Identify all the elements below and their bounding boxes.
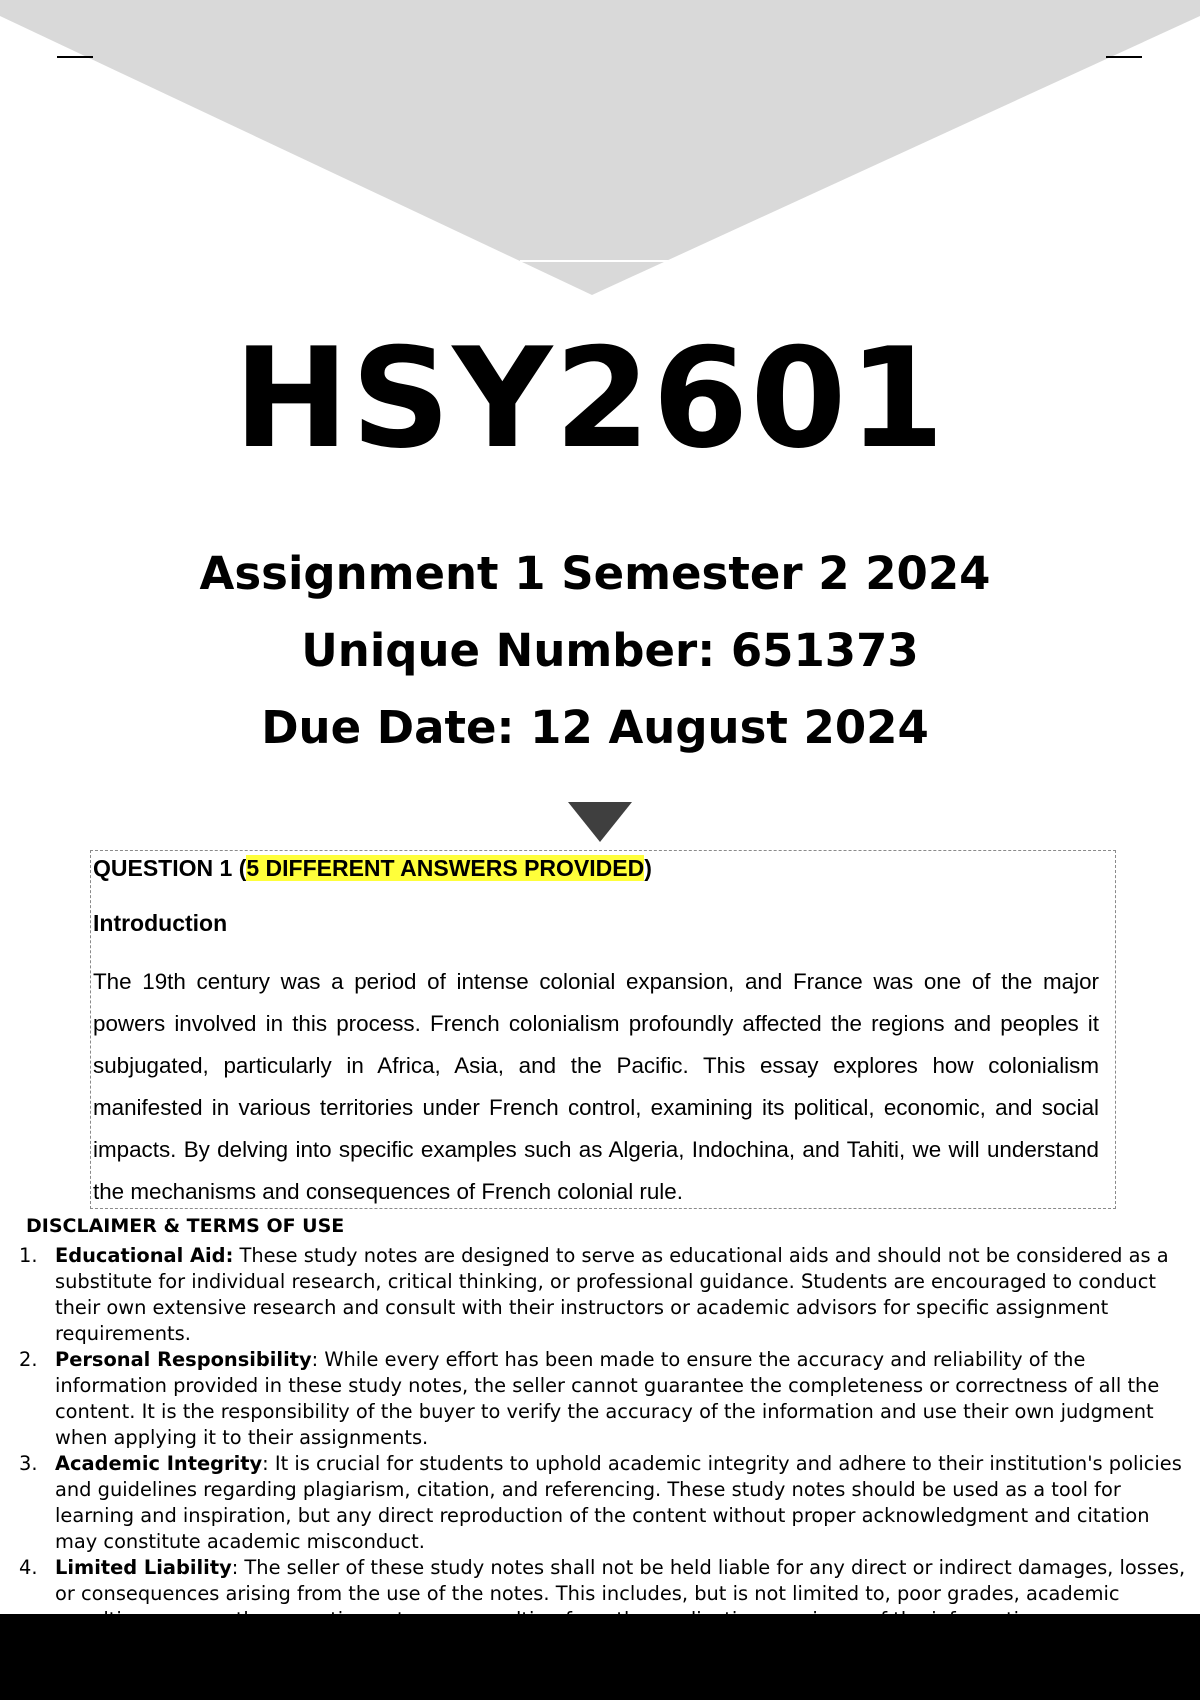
cover-banner — [0, 0, 1200, 300]
question-heading-highlight: 5 DIFFERENT ANSWERS PROVIDED — [246, 855, 645, 881]
terms-list-item — [0, 1243, 1190, 1347]
question-heading-prefix: QUESTION 1 ( — [93, 855, 247, 881]
banner-chevron-shape — [0, 0, 1200, 295]
question-heading-suffix: ) — [644, 855, 652, 881]
bottom-black-bar — [0, 1614, 1200, 1700]
course-code-title: HSY2601 — [233, 318, 947, 479]
terms-item-number: 4. — [19, 1556, 38, 1579]
terms-item-term: Educational Aid: — [55, 1244, 234, 1267]
assignment-label: Assignment 1 Semester 2 2024 — [199, 547, 991, 600]
terms-item-term: Academic Integrity — [55, 1452, 263, 1475]
corner-mark-left — [57, 56, 93, 58]
terms-item-text: These study notes are designed to serve as educational aids and should not be considered as a substitute for individual research, critical thinking, or professional guidance. Students are encouraged to conduct their own extensive research and consult with their instructors or academic advisors for specific assignment requirements. — [55, 1244, 1169, 1345]
terms-item-term: Limited Liability — [55, 1556, 232, 1579]
question-text-box — [90, 850, 1116, 1209]
terms-item-text: : It is crucial for students to uphold academic integrity and adhere to their institution's policies and guidelines regarding plagiarism, citation, and referencing. These study notes should be used as a tool for learning and inspiration, but any direct reproduction of the content without proper acknowledgment and citation may constitute academic misconduct. — [55, 1452, 1182, 1553]
corner-mark-right — [1106, 56, 1142, 58]
terms-item-text: : The seller of these study notes shall not be held liable for any direct or indirect damages, losses, or consequences arising from the use of the notes. This includes, but is not limited to, poor grades, academic — [55, 1556, 1186, 1605]
terms-item-number: 2. — [19, 1348, 38, 1371]
terms-item-text: : While every effort has been made to ensure the accuracy and reliability of the information provided in these study notes, the seller cannot guarantee the completeness or correctness of all the content. It is the responsibility of the buyer to verify the accuracy of the information and use their own judgment when applying it to their assignments. — [55, 1348, 1160, 1449]
disclaimer-title: DISCLAIMER & TERMS OF USE — [26, 1215, 345, 1237]
down-triangle-icon — [568, 802, 632, 842]
introduction-paragraph: The 19th century was a period of intense colonial expansion, and France was one of the major powers involved in this process. French colonialism profoundly affected the regions and peoples it subjugated, particularly in Africa, Asia, and the Pacific. This essay explores how colonialism manifested in various territories under French control, examining its political, economic, and social impacts. By delving into specific examples such as Algeria, Indochina, and Tahiti, we will understand the mechanisms and consequences of French colonial rule. — [93, 969, 1099, 1204]
question-heading — [93, 854, 652, 883]
unique-number-label: Unique Number: 651373 — [301, 624, 919, 677]
terms-item-number: 1. — [19, 1244, 38, 1267]
terms-list — [0, 1243, 1190, 1633]
terms-list-item — [0, 1347, 1190, 1451]
terms-item-term: Personal Responsibility — [55, 1348, 312, 1371]
introduction-heading: Introduction — [93, 910, 228, 936]
due-date-label: Due Date: 12 August 2024 — [261, 701, 929, 754]
terms-list-item — [0, 1451, 1190, 1555]
terms-item-number: 3. — [19, 1452, 38, 1475]
